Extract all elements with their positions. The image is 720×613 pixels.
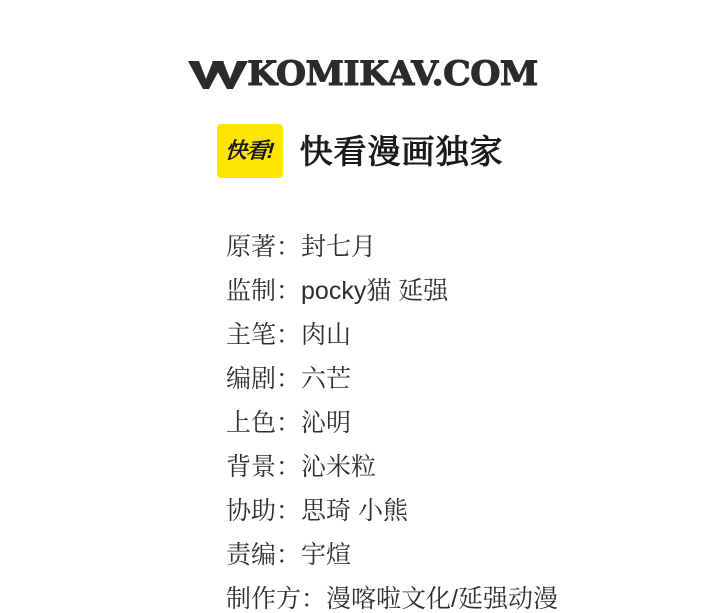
credit-role: 编剧：	[226, 365, 302, 393]
kuaikan-badge	[217, 124, 283, 178]
credit-value: 沁米粒	[301, 453, 377, 481]
credit-value: 漫喀啦文化/延强动漫	[326, 585, 558, 613]
credit-row	[226, 543, 696, 568]
credit-row	[226, 323, 696, 348]
credit-value: 宇煊	[301, 541, 352, 569]
credit-role: 制作方：	[226, 585, 327, 613]
credit-role: 监制：	[226, 277, 302, 305]
credit-row	[226, 367, 696, 392]
watermark-text: KOMIKAV.COM	[246, 54, 538, 94]
credit-role: 原著：	[226, 233, 302, 261]
credit-value: 六芒	[301, 365, 352, 393]
kuaikan-badge-label: 快看!	[224, 138, 275, 163]
credit-row	[226, 499, 696, 524]
credit-row	[226, 235, 696, 260]
credit-row	[226, 411, 696, 436]
credit-role: 上色：	[226, 409, 302, 437]
credit-row	[226, 455, 696, 480]
credit-role: 协助：	[226, 497, 302, 525]
double-chevron-logo-icon	[186, 57, 248, 91]
credit-row	[226, 279, 696, 304]
credits-list	[226, 235, 696, 612]
exclusive-banner	[0, 124, 720, 178]
credit-value: pocky猫 延强	[301, 277, 449, 305]
credit-value: 肉山	[301, 321, 352, 349]
credit-role: 主笔：	[226, 321, 302, 349]
credit-role: 背景：	[226, 453, 302, 481]
credit-value: 思琦 小熊	[301, 497, 408, 525]
credit-value: 封七月	[301, 233, 377, 261]
exclusive-title: 快看漫画独家	[299, 132, 504, 170]
credit-row	[226, 587, 696, 612]
credit-role: 责编：	[226, 541, 302, 569]
credit-value: 沁明	[301, 409, 352, 437]
site-watermark	[0, 54, 720, 94]
